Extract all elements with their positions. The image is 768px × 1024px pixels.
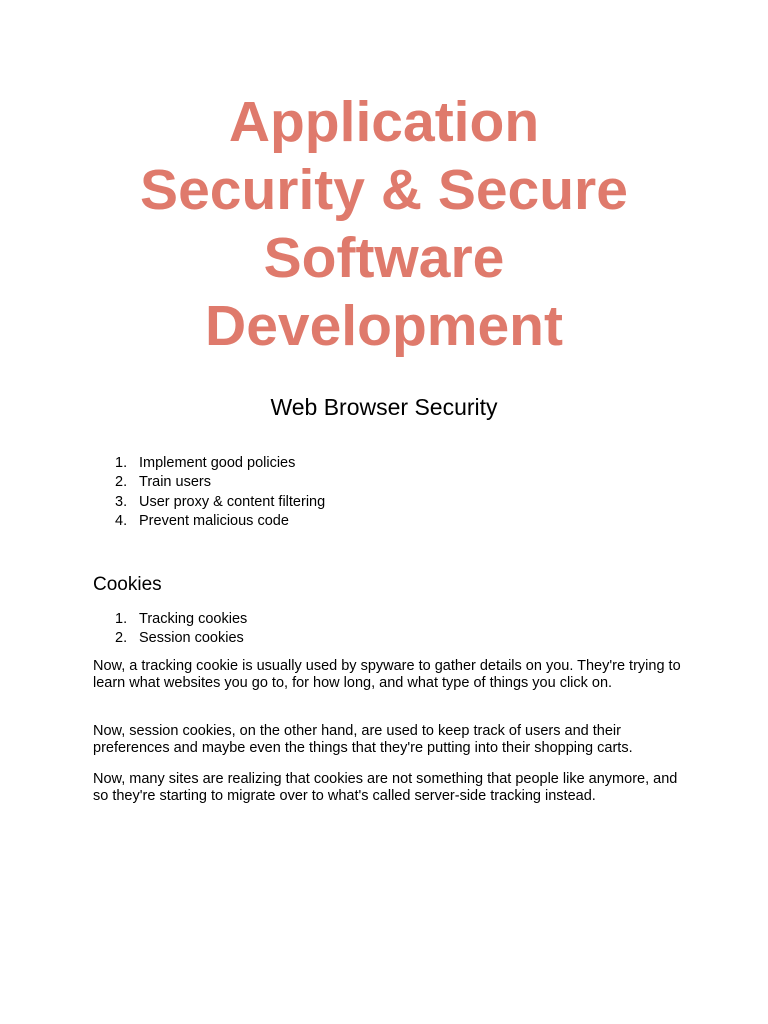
list-item-text: Prevent malicious code [139, 512, 289, 529]
document-subtitle: Web Browser Security [270, 394, 498, 420]
list-item-number: 2. [115, 474, 128, 491]
list-item-text: Tracking cookies [139, 611, 248, 627]
list-item-number: 1. [115, 455, 128, 471]
list-item [93, 454, 325, 473]
paragraph-server-side-tracking: Now, many sites are realizing that cookies are not something that people like anymore, and so they're starting to migrate over to what's called server-side tracking instead. [93, 771, 678, 804]
list-item-number: 2. [115, 630, 128, 647]
list-item-number: 4. [115, 512, 128, 529]
section-heading-cookies: Cookies [93, 574, 162, 595]
list-item-number: 1. [115, 611, 128, 627]
paragraph-tracking-cookies: Now, a tracking cookie is usually used by spyware to gather details on you. They're trying to learn what websites you go to, for how long, and what type of things you click on. [93, 658, 681, 691]
list-item [93, 493, 325, 512]
list-item-text: Train users [139, 474, 211, 491]
title-line: Security & Secure [140, 158, 628, 222]
title-line: Software [263, 226, 505, 290]
list-item [93, 512, 325, 531]
list-item [93, 629, 247, 648]
list-item [93, 473, 325, 492]
title-line: Development [205, 294, 563, 358]
document-title [0, 88, 768, 360]
list-item-text: User proxy & content filtering [139, 493, 326, 510]
paragraph-session-cookies: Now, session cookies, on the other hand, are used to keep track of users and their preferences and maybe even the things that they're putting into their shopping carts. [93, 723, 633, 756]
list-item-number: 3. [115, 493, 128, 510]
list-item-text: Implement good policies [139, 455, 296, 471]
cookie-types-list [93, 610, 247, 649]
list-item-text: Session cookies [139, 630, 244, 647]
title-line: Application [228, 90, 540, 154]
list-item [93, 610, 247, 629]
security-measures-list [93, 454, 325, 531]
